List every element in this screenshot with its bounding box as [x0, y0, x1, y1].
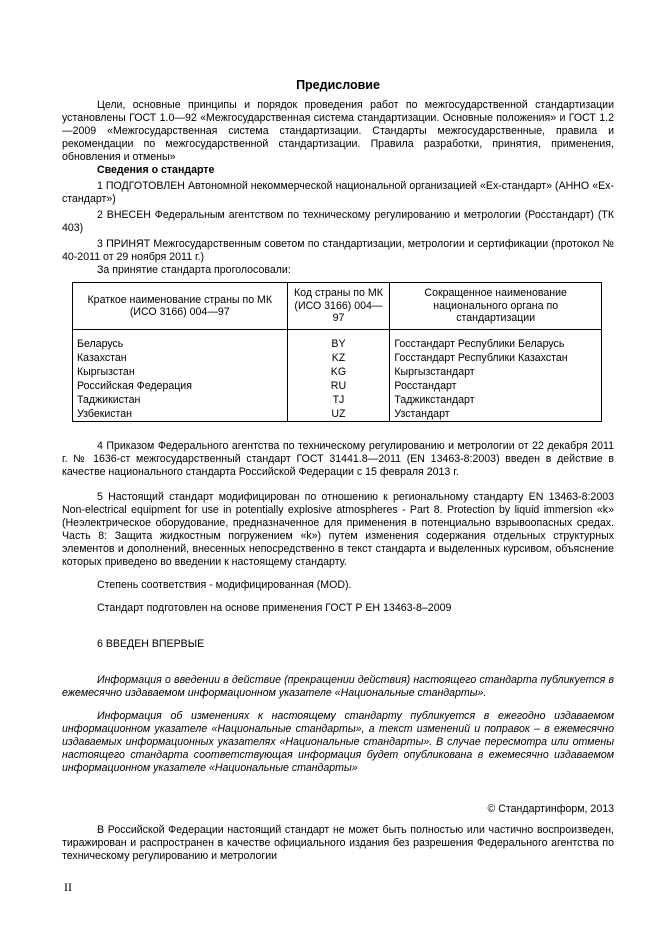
page-title: Предисловие: [296, 78, 380, 92]
basis-note: Стандарт подготовлен на основе применения ГОСТ Р ЕН 13463-8–2009: [97, 602, 452, 614]
intro-paragraph: Цели, основные принципы и порядок проведения работ по межгосударственной стандартизации установлены ГОСТ 1.0—92 «Межгосударственная система стандартизации. Основные положения» и ГОСТ 1.2—2009 «Межгосударственная система стандартизации. Стандарты межгосударственные, правила и рекомендации по межгосударственной стандартизации. Правила разработки, принятия, применения, обновления и отмены»: [62, 99, 614, 163]
vote-label: За принятие стандарта проголосовали:: [97, 264, 291, 276]
body-cell: Госстандарт Республики Казахстан: [390, 351, 602, 365]
code-cell: KG: [287, 365, 390, 379]
table-row: [73, 393, 602, 407]
country-cell: Беларусь: [73, 337, 288, 351]
table-row: [73, 407, 602, 422]
item-3: 3 ПРИНЯТ Межгосударственным советом по стандартизации, метрологии и сертификации (протокол № 40-2011 от 29 ноября 2011 г.): [62, 238, 614, 263]
notice-introduction: Информация о введении в действие (прекращении действия) настоящего стандарта публикуется в ежемесячно издаваемом информационном указателе «Национальные стандарты».: [62, 674, 614, 699]
table-row: [73, 379, 602, 393]
item-4: 4 Приказом Федерального агентства по техническому регулированию и метрологии от 22 декабря 2011 г. № 1636-ст межгосударственный стандарт ГОСТ 31441.8—2011 (EN 13463-8:2003) введен в действие в качестве национального стандарта Российской Федерации с 15 февраля 2013 г.: [62, 440, 614, 478]
item-6: 6 ВВЕДЕН ВПЕРВЫЕ: [97, 638, 205, 650]
country-cell: Узбекистан: [73, 407, 288, 422]
header-body: Сокращенное наименование национального органа по стандартизации: [390, 283, 602, 330]
body-cell: Узстандарт: [390, 407, 602, 422]
copyright: © Стандартинформ, 2013: [487, 803, 614, 815]
body-cell: Таджикстандарт: [390, 393, 602, 407]
header-code: Код страны по МК (ИСО 3166) 004—97: [287, 283, 390, 330]
body-cell: Кыргызстандарт: [390, 365, 602, 379]
info-heading: Сведения о стандарте: [97, 164, 215, 176]
code-cell: KZ: [287, 351, 390, 365]
header-country: Краткое наименование страны по МК (ИСО 3166) 004—97: [73, 283, 288, 330]
code-cell: UZ: [287, 407, 390, 422]
code-cell: TJ: [287, 393, 390, 407]
country-cell: Российская Федерация: [73, 379, 288, 393]
table-row: [73, 337, 602, 351]
country-cell: Таджикистан: [73, 393, 288, 407]
rights-notice: В Российской Федерации настоящий стандарт не может быть полностью или частично воспроизведен, тиражирован и распространен в качестве официального издания без разрешения Федерального агентства по техническому регулированию и метрологии: [62, 824, 614, 862]
item-1: 1 ПОДГОТОВЛЕН Автономной некоммерческой национальной организацией «Ех-стандарт» (АННО «Ех-стандарт»): [62, 180, 614, 205]
notice-changes: Информация об изменениях к настоящему стандарту публикуется в ежегодно издаваемом информационном указателе «Национальные стандарты», а текст изменений и поправок – в ежемесячно издаваемых информационных указателях «Национальные стандарты». В случае пересмотра или отмены настоящего стандарта соответствующая информация будет опубликована в ежемесячно издаваемом информационном указателе «Национальные стандарты»: [62, 710, 614, 774]
member-table: [72, 282, 602, 422]
code-cell: BY: [287, 337, 390, 351]
country-cell: Казахстан: [73, 351, 288, 365]
body-cell: Росстандарт: [390, 379, 602, 393]
foreword-page: [62, 78, 614, 863]
table-row: [73, 365, 602, 379]
table-header-row: [73, 283, 602, 330]
page-number: II: [64, 880, 72, 894]
conformity-degree: Степень соответствия - модифицированная (MOD).: [97, 579, 352, 591]
body-cell: Госстандарт Республики Беларусь: [390, 337, 602, 351]
item-5: 5 Настоящий стандарт модифицирован по отношению к региональному стандарту EN 13463-8:2003 Non-electrical equipment for use in potentially explosive atmospheres - Part 8. Protection by liquid immersion «k» (Неэлектрическое оборудование, предназначенное для применения в потенциально взрывоопасных средах. Часть 8: Защита жидкостным погружением «k») путем изменения содержания отдельных структурных элементов и дополнений, внесенных непосредственно в текст стандарта и выделенных курсивом, объяснение которых приведено во введении к настоящему стандарту.: [62, 491, 614, 568]
country-cell: Кыргызстан: [73, 365, 288, 379]
code-cell: RU: [287, 379, 390, 393]
item-2: 2 ВНЕСЕН Федеральным агентством по техническому регулированию и метрологии (Росстандарт) (ТК 403): [62, 209, 614, 234]
table-row: [73, 351, 602, 365]
